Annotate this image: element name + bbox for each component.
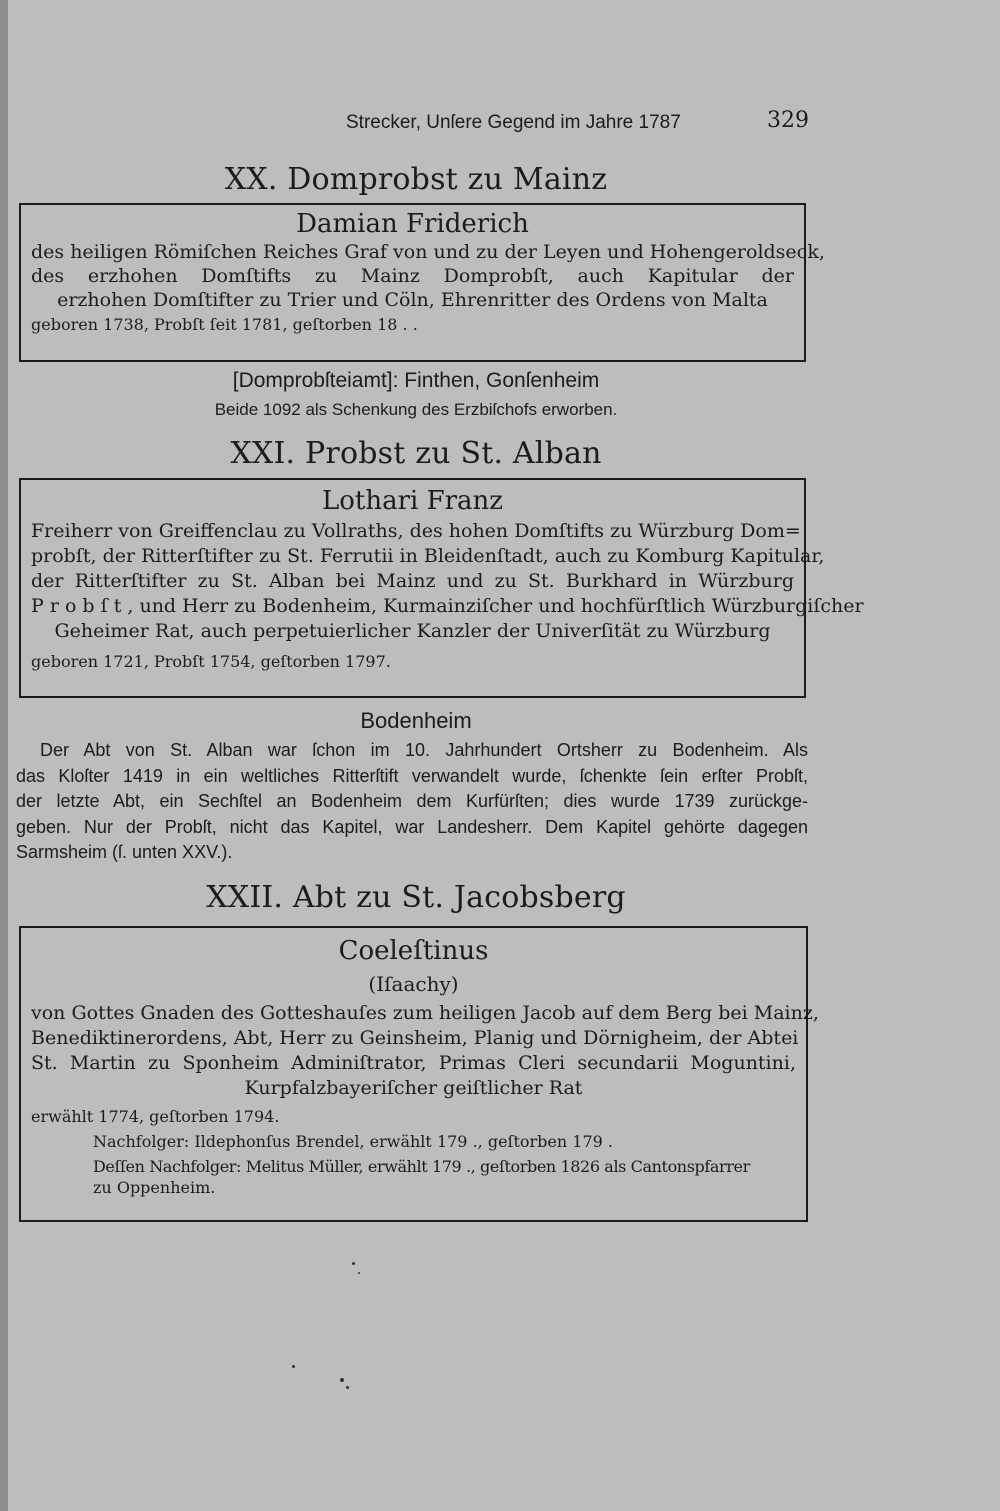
section-title-xx: XX. Domprobst zu Mainz xyxy=(224,162,608,197)
entry-successor: Nachfolger: Ildephonſus Brendel, erwählt 179 ., geſtorben 179 . xyxy=(93,1132,613,1151)
paragraph-line: das Kloſter 1419 in ein weltliches Ritterſtift verwandelt wurde, ſchenkte ſein erſter Probſt, xyxy=(16,765,808,786)
section-title-xxi: XXI. Probst zu St. Alban xyxy=(230,436,602,471)
entry-name: Damian Friderich xyxy=(296,209,529,239)
entry-box-coelestinus xyxy=(19,926,819,1222)
print-speck xyxy=(352,1262,355,1265)
print-speck xyxy=(346,1386,349,1389)
entry-dates: erwählt 1774, geſtorben 1794. xyxy=(31,1107,280,1126)
entry-line: des erzhohen Domſtifts zu Mainz Domprobſt, auch Kapitular der xyxy=(31,265,794,287)
domprobstei-note: Beide 1092 als Schenkung des Erzbiſchofs erworben. xyxy=(214,400,618,419)
entry-name: Coeleſtinus xyxy=(338,936,489,966)
print-speck xyxy=(292,1365,295,1368)
entry-successor-2: Deſſen Nachfolger: Melitus Müller, erwählt 179 ., geſtorben 1826 als Cantonspfarrer xyxy=(93,1157,750,1176)
entry-line: St. Martin zu Sponheim Adminiſtrator, Primas Cleri secundarii Moguntini, xyxy=(31,1052,796,1074)
bodenheim-paragraph xyxy=(16,738,808,866)
entry-line: Freiherr von Greiffenclau zu Vollraths, des hohen Domſtifts zu Würzburg Dom= xyxy=(31,520,801,542)
paragraph-line: Sarmsheim (ſ. unten XXV.). xyxy=(16,842,233,862)
print-speck xyxy=(358,1272,360,1274)
section-title-xxii: XXII. Abt zu St. Jacobsberg xyxy=(206,880,626,915)
running-head: Strecker, Unſere Gegend im Jahre 1787 xyxy=(346,112,681,133)
entry-line: von Gottes Gnaden des Gotteshauſes zum heiligen Jacob auf dem Berg bei Mainz, xyxy=(31,1002,819,1024)
paragraph-line: Der Abt von St. Alban war ſchon im 10. Jahrhundert Ortsherr zu Bodenheim. Als xyxy=(40,740,808,760)
entry-box-damian xyxy=(19,203,825,362)
entry-dates: geboren 1738, Probſt ſeit 1781, geſtorben 18 . . xyxy=(31,315,418,334)
entry-line: probſt, der Ritterſtifter zu St. Ferrutii in Bleidenſtadt, auch zu Komburg Kapitular, xyxy=(31,545,825,567)
page-number: 329 xyxy=(767,108,809,133)
entry-line: Kurpfalzbayeriſcher geiſtlicher Rat xyxy=(244,1077,583,1099)
domprobstei-places: [Domprobſteiamt]: Finthen, Gonſenheim xyxy=(232,369,600,392)
entry-line: der Ritterſtifter zu St. Alban bei Mainz und zu St. Burkhard in Würzburg xyxy=(31,570,794,592)
entry-line: des heiligen Römiſchen Reiches Graf von und zu der Leyen und Hohengeroldseck, xyxy=(31,241,825,263)
entry-name: Lothari Franz xyxy=(321,486,504,516)
entry-successor-2-cont: zu Oppenheim. xyxy=(93,1178,216,1197)
page-edge-shadow xyxy=(0,0,8,1511)
entry-line: P r o b ſ t , und Herr zu Bodenheim, Kurmainziſcher und hochfürſtlich Würzburgiſcher xyxy=(31,595,864,617)
bodenheim-heading: Bodenheim xyxy=(360,708,472,733)
entry-line: Benediktinerordens, Abt, Herr zu Geinsheim, Planig und Dörnigheim, der Abtei xyxy=(31,1027,799,1049)
entry-subname: (Iſaachy) xyxy=(368,972,459,996)
entry-dates: geboren 1721, Probſt 1754, geſtorben 1797. xyxy=(31,652,391,671)
print-speck xyxy=(340,1378,344,1382)
entry-line: erzhohen Domſtifter zu Trier und Cöln, Ehrenritter des Ordens von Malta xyxy=(57,289,768,311)
entry-line: Geheimer Rat, auch perpetuierlicher Kanzler der Univerſität zu Würzburg xyxy=(54,620,771,642)
entry-box-lothari xyxy=(19,478,864,698)
paragraph-line: der letzte Abt, ein Sechſtel an Bodenheim dem Kurfürſten; dies wurde 1739 zurückge- xyxy=(16,791,808,811)
paragraph-line: geben. Nur der Probſt, nicht das Kapitel, war Landesherr. Dem Kapitel gehörte dagegen xyxy=(16,816,808,837)
